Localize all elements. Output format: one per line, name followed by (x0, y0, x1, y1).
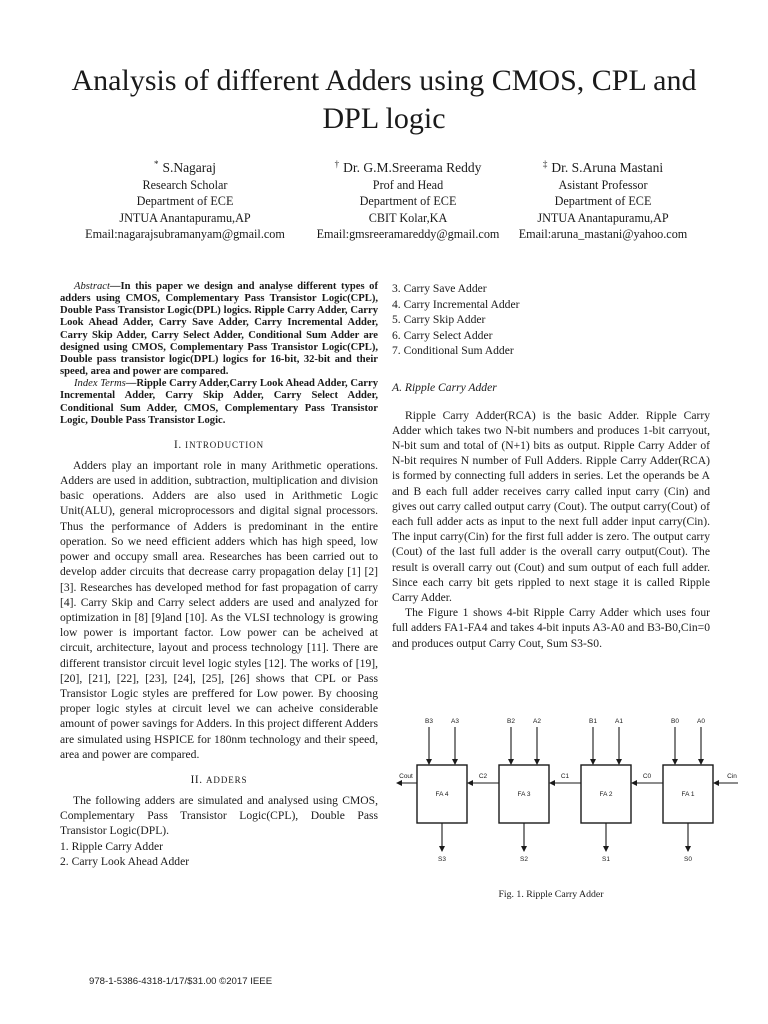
index-terms (60, 378, 378, 427)
input-label-a: A1 (615, 718, 623, 725)
carry-label: C1 (560, 773, 570, 780)
left-column (60, 281, 378, 870)
input-label-b: B1 (589, 718, 597, 725)
cin-label: Cin (727, 773, 737, 780)
list-item: 3. Carry Save Adder (392, 282, 487, 295)
input-label-a: A0 (697, 718, 705, 725)
author-position: Asistant Professor (558, 178, 648, 192)
section-title: INTRODUCTION (185, 439, 264, 450)
carry-label: C0 (642, 773, 652, 780)
author-institution: CBIT Kolar,KA (368, 210, 448, 225)
section-heading-adders (60, 774, 378, 786)
sum-label: S1 (602, 856, 610, 863)
right-column (392, 281, 710, 651)
author-3 (488, 155, 718, 242)
full-adder-label: FA 1 (681, 791, 695, 798)
figure-caption: Fig. 1. Ripple Carry Adder (498, 889, 604, 900)
input-label-b: B2 (507, 718, 515, 725)
section-number: II. (190, 773, 203, 786)
sum-label: S0 (684, 856, 692, 863)
list-item: 7. Conditional Sum Adder (392, 344, 514, 357)
author-mark: † (334, 159, 340, 169)
index-terms-lead: Index Terms (74, 378, 126, 390)
input-label-b: B3 (425, 718, 433, 725)
author-department: Department of ECE (359, 194, 457, 209)
author-email: Email:gmsreeramareddy@gmail.com (316, 226, 500, 241)
input-label-a: A3 (451, 718, 459, 725)
abstract-lead: Abstract (74, 281, 110, 292)
ripple-carry-adder-figure (395, 713, 743, 878)
abstract (60, 281, 378, 378)
rca-paragraph-1: Ripple Carry Adder(RCA) is the basic Adder. Ripple Carry Adder which takes two N-bit numbers and produces 1-bit carryout, N-bit sum and total of (N+1) bits as output. Ripple Carry Adder of N-bit requires N number of Full Adders. Ripple Carry Adder(RCA) is formed by connecting full adders in series. Let the operands be A and B each full adder receives carry called input carry (Cin) and gives out carry called output carry (Cout). The output carry(Cout) of each full adder acts as input to the next full adder input carry(Cin). The input carry(Cin) for the first full adder is zero. The output carry (Cout) of the last full adder is the overall carry output(Cout). The result is overall carry out (Cout) and sum output of each full adder. Since each carry bit gets rippled to next stage it is called Ripple Carry Adder. (392, 408, 710, 604)
full-adder-label: FA 4 (435, 791, 449, 798)
sum-label: S2 (520, 856, 528, 863)
author-institution: JNTUA Anantapuramu,AP (537, 210, 669, 225)
sum-label: S3 (438, 856, 446, 863)
section-heading-introduction (60, 439, 378, 451)
author-position: Prof and Head (372, 178, 444, 192)
author-name-text: Dr. G.M.Sreerama Reddy (343, 160, 482, 175)
author-name (488, 155, 718, 177)
input-label-a: A2 (533, 718, 541, 725)
author-email: Email:aruna_mastani@yahoo.com (518, 226, 688, 241)
title-line-2: DPL logic (322, 102, 446, 135)
author-1 (60, 155, 310, 242)
introduction-paragraph: Adders play an important role in many Arithmetic operations. Adders are used in addition, subtraction, multiplication and division basic operations. Adders are also used in Arithmetic Logic Unit(ALU), general microprocessors and digital signal processors. Thus the performance of Adders is predominant in the entire operation. So we need efficient adders which has high speed, low power and occupy small area. Researches has been carried out to develop adder circuits that decrease carry propagation delay [1] [2] [3]. Researches has developed method for fast propagation of carry [4]. Carry Skip and Carry select adders are used and analyzed for optimization in [8] [9]and [10]. As the VLSI technology is growing low power is important factor. Low power can be acheived at circuit, architecture, layout and process technology [11]. There are different transistor circuit level logic styles [12]. The works of [19], [20], [21], [22], [23], [24], [25], [26] shows that CPL or Pass Transistor Logic styles are preffered for Low power. By choosing proper logic styles at circuit level we can acheive considerable amount of power savings for Adders. In this project different Adders are simulated using HSPICE for 180nm technology and their speed, area and power are compared. (60, 458, 378, 761)
author-name-text: Dr. S.Aruna Mastani (551, 160, 664, 175)
list-item: 5. Carry Skip Adder (392, 313, 486, 326)
input-label-b: B0 (671, 718, 679, 725)
section-title: ADDERS (206, 774, 248, 785)
rca-paragraph-2: The Figure 1 shows 4-bit Ripple Carry Adder which uses four full adders FA1-FA4 and takes 4-bit inputs A3-A0 and B3-B0,Cin=0 and produces output Carry Cout, Sum S3-S0. (392, 606, 710, 650)
author-mark: ‡ (542, 159, 548, 169)
author-position: Research Scholar (142, 178, 228, 192)
section-number: I. (174, 438, 182, 451)
author-mark: * (153, 159, 159, 169)
index-terms-text: —Ripple Carry Adder,Carry Look Ahead Adder, Carry Incremental Adder, Carry Skip Adder, Carry Select Adder, Conditional Sum Adder, CMOS, Complementary Pass Transistor Logic, Double Pass Transistor Logic. (60, 378, 378, 426)
subsection-heading-ripple-carry-adder: A. Ripple Carry Adder (392, 380, 497, 394)
author-department: Department of ECE (554, 194, 652, 209)
full-adder-label: FA 3 (517, 791, 531, 798)
author-department: Department of ECE (136, 194, 234, 209)
paper-title (40, 62, 728, 138)
copyright-footer: 978-1-5386-4318-1/17/$31.00 ©2017 IEEE (89, 976, 273, 987)
title-line-1: Analysis of different Adders using CMOS, CPL and (71, 64, 697, 97)
list-item: 1. Ripple Carry Adder (60, 839, 164, 853)
list-item: 4. Carry Incremental Adder (392, 297, 520, 311)
adders-paragraph: The following adders are simulated and analysed using CMOS, Complementary Pass Transistor Logic(CPL), Double Pass Transistor Logic(DPL). (60, 793, 378, 838)
cout-label: Cout (399, 773, 413, 780)
carry-label: C2 (478, 773, 488, 780)
author-institution: JNTUA Anantapuramu,AP (119, 210, 251, 225)
list-item: 2. Carry Look Ahead Adder (60, 855, 190, 869)
abstract-text: —In this paper we design and analyse different types of adders using CMOS, Complementary Pass Transistor Logic(CPL), Double Pass Transistor Logic(DPL) logics. Ripple Carry Adder, Carry Look Ahead Adder, Carry Save Adder, Carry Incremental Adder, Carry Skip Adder, Carry Select Adder, Conditional Sum Adder are designed using CMOS, Complementary Pass Transistor Logic(CPL), Double pass transistor logic(DPL) logics for 16-bit, 32-bit and their speed, area and power are compared. (60, 281, 378, 378)
list-item: 6. Carry Select Adder (392, 328, 493, 342)
full-adder-label: FA 2 (599, 791, 613, 798)
author-email: Email:nagarajsubramanyam@gmail.com (85, 226, 285, 241)
author-name-text: S.Nagaraj (162, 160, 217, 175)
author-name (60, 155, 310, 177)
